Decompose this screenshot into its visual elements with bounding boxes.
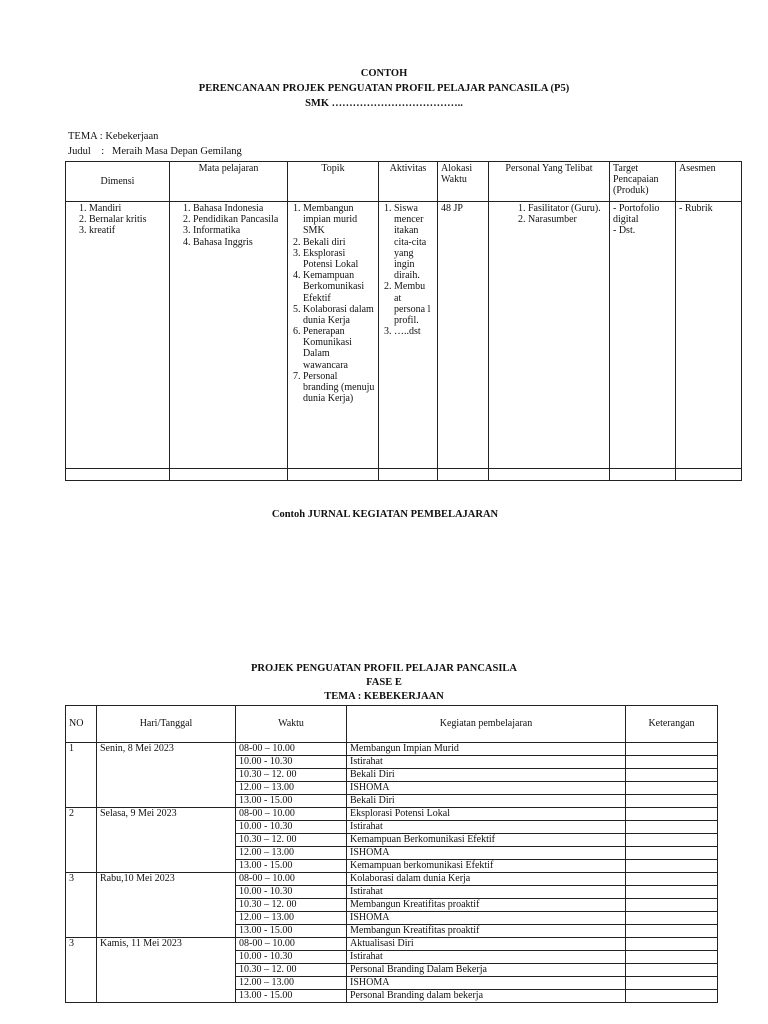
- topik-item: 4. Kemampuan Berkomunikasi Efektif: [303, 270, 375, 304]
- row-activity: Aktualisasi Diri: [347, 938, 626, 951]
- row-activity: Kemampuan berkomunikasi Efektif: [347, 860, 626, 873]
- topik-item: 1. Membangun impian murid SMK: [303, 203, 375, 237]
- personal-cell: [489, 202, 610, 469]
- row-time: 10.00 - 10.30: [236, 821, 347, 834]
- empty-cell: [610, 469, 676, 481]
- dimensi-cell: [66, 202, 170, 469]
- header-no: NO: [66, 706, 97, 743]
- row-time: 10.00 - 10.30: [236, 756, 347, 769]
- row-time: 13.00 - 15.00: [236, 925, 347, 938]
- row-time: 08-00 – 10.00: [236, 743, 347, 756]
- row-time: 10.30 – 12. 00: [236, 834, 347, 847]
- row-keterangan: [626, 912, 718, 925]
- doc-title: PERENCANAAN PROJEK PENGUATAN PROFIL PELAJAR PANCASILA (P5): [198, 83, 570, 94]
- row-keterangan: [626, 977, 718, 990]
- mapel-item: 2. Pendidikan Pancasila: [193, 214, 284, 225]
- aktivitas-item: 1. Siswa mencer itakan cita-cita yang ingin diraih.: [394, 203, 434, 281]
- personal-item: 1. Fasilitator (Guru).: [528, 203, 606, 214]
- plan-table: [65, 161, 742, 481]
- header-target: Target Pencapaian (Produk): [610, 162, 676, 202]
- row-time: 10.00 - 10.30: [236, 951, 347, 964]
- row-keterangan: [626, 782, 718, 795]
- tema-title: TEMA : KEBEKERJAAN: [324, 691, 444, 702]
- row-activity: ISHOMA: [347, 847, 626, 860]
- topik-item: 6. Penerapan Komunikasi Dalam wawancara: [303, 326, 375, 371]
- target-item: - Portofolio digital: [613, 203, 660, 226]
- header-alokasi: Alokasi Waktu: [438, 162, 489, 202]
- row-day: Kamis, 11 Mei 2023: [97, 938, 236, 1003]
- row-keterangan: [626, 847, 718, 860]
- row-time: 10.00 - 10.30: [236, 886, 347, 899]
- row-keterangan: [626, 769, 718, 782]
- header-personal: Personal Yang Telibat: [489, 162, 610, 202]
- empty-cell: [489, 469, 610, 481]
- row-time: 10.30 – 12. 00: [236, 899, 347, 912]
- row-day: Senin, 8 Mei 2023: [97, 743, 236, 808]
- mapel-item: 1. Bahasa Indonesia: [193, 203, 284, 214]
- target-item: - Dst.: [613, 225, 636, 237]
- row-activity: Membangun Kreatifitas proaktif: [347, 899, 626, 912]
- row-keterangan: [626, 886, 718, 899]
- empty-cell: [66, 469, 170, 481]
- empty-cell: [379, 469, 438, 481]
- empty-cell: [170, 469, 288, 481]
- header-waktu: Waktu: [236, 706, 347, 743]
- row-no: 3: [66, 873, 97, 938]
- row-time: 13.00 - 15.00: [236, 860, 347, 873]
- row-activity: Membangun Kreatifitas proaktif: [347, 925, 626, 938]
- row-keterangan: [626, 821, 718, 834]
- target-cell: [610, 202, 676, 469]
- row-keterangan: [626, 990, 718, 1003]
- row-time: 10.30 – 12. 00: [236, 964, 347, 977]
- row-day: Rabu,10 Mei 2023: [97, 873, 236, 938]
- row-activity: Istirahat: [347, 951, 626, 964]
- row-no: 1: [66, 743, 97, 808]
- row-keterangan: [626, 899, 718, 912]
- school-line: SMK ………………………………..: [305, 98, 463, 109]
- table-row: [66, 938, 718, 951]
- row-no: 2: [66, 808, 97, 873]
- row-keterangan: [626, 743, 718, 756]
- table-row: [66, 873, 718, 886]
- aktivitas-cell: [379, 202, 438, 469]
- header-dimensi: Dimensi: [66, 162, 170, 202]
- row-keterangan: [626, 860, 718, 873]
- row-activity: Personal Branding Dalam Bekerja: [347, 964, 626, 977]
- asesmen-cell: - Rubrik: [676, 202, 742, 469]
- journal-table: [65, 705, 718, 1003]
- row-keterangan: [626, 964, 718, 977]
- topik-cell: [288, 202, 379, 469]
- judul-line: Judul : Meraih Masa Depan Gemilang: [68, 146, 242, 157]
- row-time: 12.00 – 13.00: [236, 912, 347, 925]
- table-row: [66, 743, 718, 756]
- row-time: 12.00 – 13.00: [236, 782, 347, 795]
- topik-item: 5. Kolaborasi dalam dunia Kerja: [303, 304, 375, 326]
- row-activity: Istirahat: [347, 886, 626, 899]
- topik-item: 3. Eksplorasi Potensi Lokal: [303, 248, 375, 270]
- row-time: 12.00 – 13.00: [236, 977, 347, 990]
- row-keterangan: [626, 834, 718, 847]
- empty-cell: [676, 469, 742, 481]
- row-activity: Personal Branding dalam bekerja: [347, 990, 626, 1003]
- row-keterangan: [626, 756, 718, 769]
- row-activity: Istirahat: [347, 821, 626, 834]
- dimensi-item: 2. Bernalar kritis: [89, 214, 166, 225]
- table-row: [66, 808, 718, 821]
- fase-label: FASE E: [366, 677, 402, 688]
- row-time: 10.30 – 12. 00: [236, 769, 347, 782]
- row-activity: Bekali Diri: [347, 795, 626, 808]
- header-keterangan: Keterangan: [626, 706, 718, 743]
- row-keterangan: [626, 873, 718, 886]
- row-time: 13.00 - 15.00: [236, 990, 347, 1003]
- row-activity: ISHOMA: [347, 782, 626, 795]
- header-aktivitas: Aktivitas: [379, 162, 438, 202]
- dimensi-item: 1. Mandiri: [89, 203, 166, 214]
- header-hari: Hari/Tanggal: [97, 706, 236, 743]
- tema-line: TEMA : Kebekerjaan: [68, 131, 159, 142]
- row-keterangan: [626, 925, 718, 938]
- header-kegiatan: Kegiatan pembelajaran: [347, 706, 626, 743]
- row-time: 08-00 – 10.00: [236, 808, 347, 821]
- topik-item: 2. Bekali diri: [303, 237, 375, 248]
- empty-cell: [438, 469, 489, 481]
- row-activity: Eksplorasi Potensi Lokal: [347, 808, 626, 821]
- header-topik: Topik: [288, 162, 379, 202]
- row-no: 3: [66, 938, 97, 1003]
- mapel-cell: [170, 202, 288, 469]
- header-asesmen: Asesmen: [676, 162, 742, 202]
- mapel-item: 4. Bahasa Inggris: [193, 237, 284, 248]
- row-activity: Istirahat: [347, 756, 626, 769]
- personal-item: 2. Narasumber: [528, 214, 606, 225]
- aktivitas-item: 3. …..dst: [394, 326, 434, 337]
- mapel-item: 3. Informatika: [193, 225, 284, 236]
- jurnal-title: Contoh JURNAL KEGIATAN PEMBELAJARAN: [271, 509, 499, 520]
- alokasi-cell: 48 JP: [438, 202, 489, 469]
- topik-item: 7. Personal branding (menuju dunia Kerja): [303, 371, 375, 405]
- doc-label: CONTOH: [360, 68, 408, 79]
- row-activity: Kemampuan Berkomunikasi Efektif: [347, 834, 626, 847]
- row-activity: ISHOMA: [347, 912, 626, 925]
- row-keterangan: [626, 938, 718, 951]
- row-activity: Kolaborasi dalam dunia Kerja: [347, 873, 626, 886]
- row-day: Selasa, 9 Mei 2023: [97, 808, 236, 873]
- row-keterangan: [626, 795, 718, 808]
- row-time: 13.00 - 15.00: [236, 795, 347, 808]
- row-activity: Membangun Impian Murid: [347, 743, 626, 756]
- row-keterangan: [626, 951, 718, 964]
- row-keterangan: [626, 808, 718, 821]
- aktivitas-item: 2. Membu at persona l profil.: [394, 281, 434, 326]
- row-activity: ISHOMA: [347, 977, 626, 990]
- dimensi-item: 3. kreatif: [89, 225, 166, 236]
- row-time: 08-00 – 10.00: [236, 873, 347, 886]
- row-activity: Bekali Diri: [347, 769, 626, 782]
- header-mapel: Mata pelajaran: [170, 162, 288, 202]
- row-time: 12.00 – 13.00: [236, 847, 347, 860]
- projek-title: PROJEK PENGUATAN PROFIL PELAJAR PANCASILA: [250, 663, 517, 674]
- row-time: 08-00 – 10.00: [236, 938, 347, 951]
- empty-cell: [288, 469, 379, 481]
